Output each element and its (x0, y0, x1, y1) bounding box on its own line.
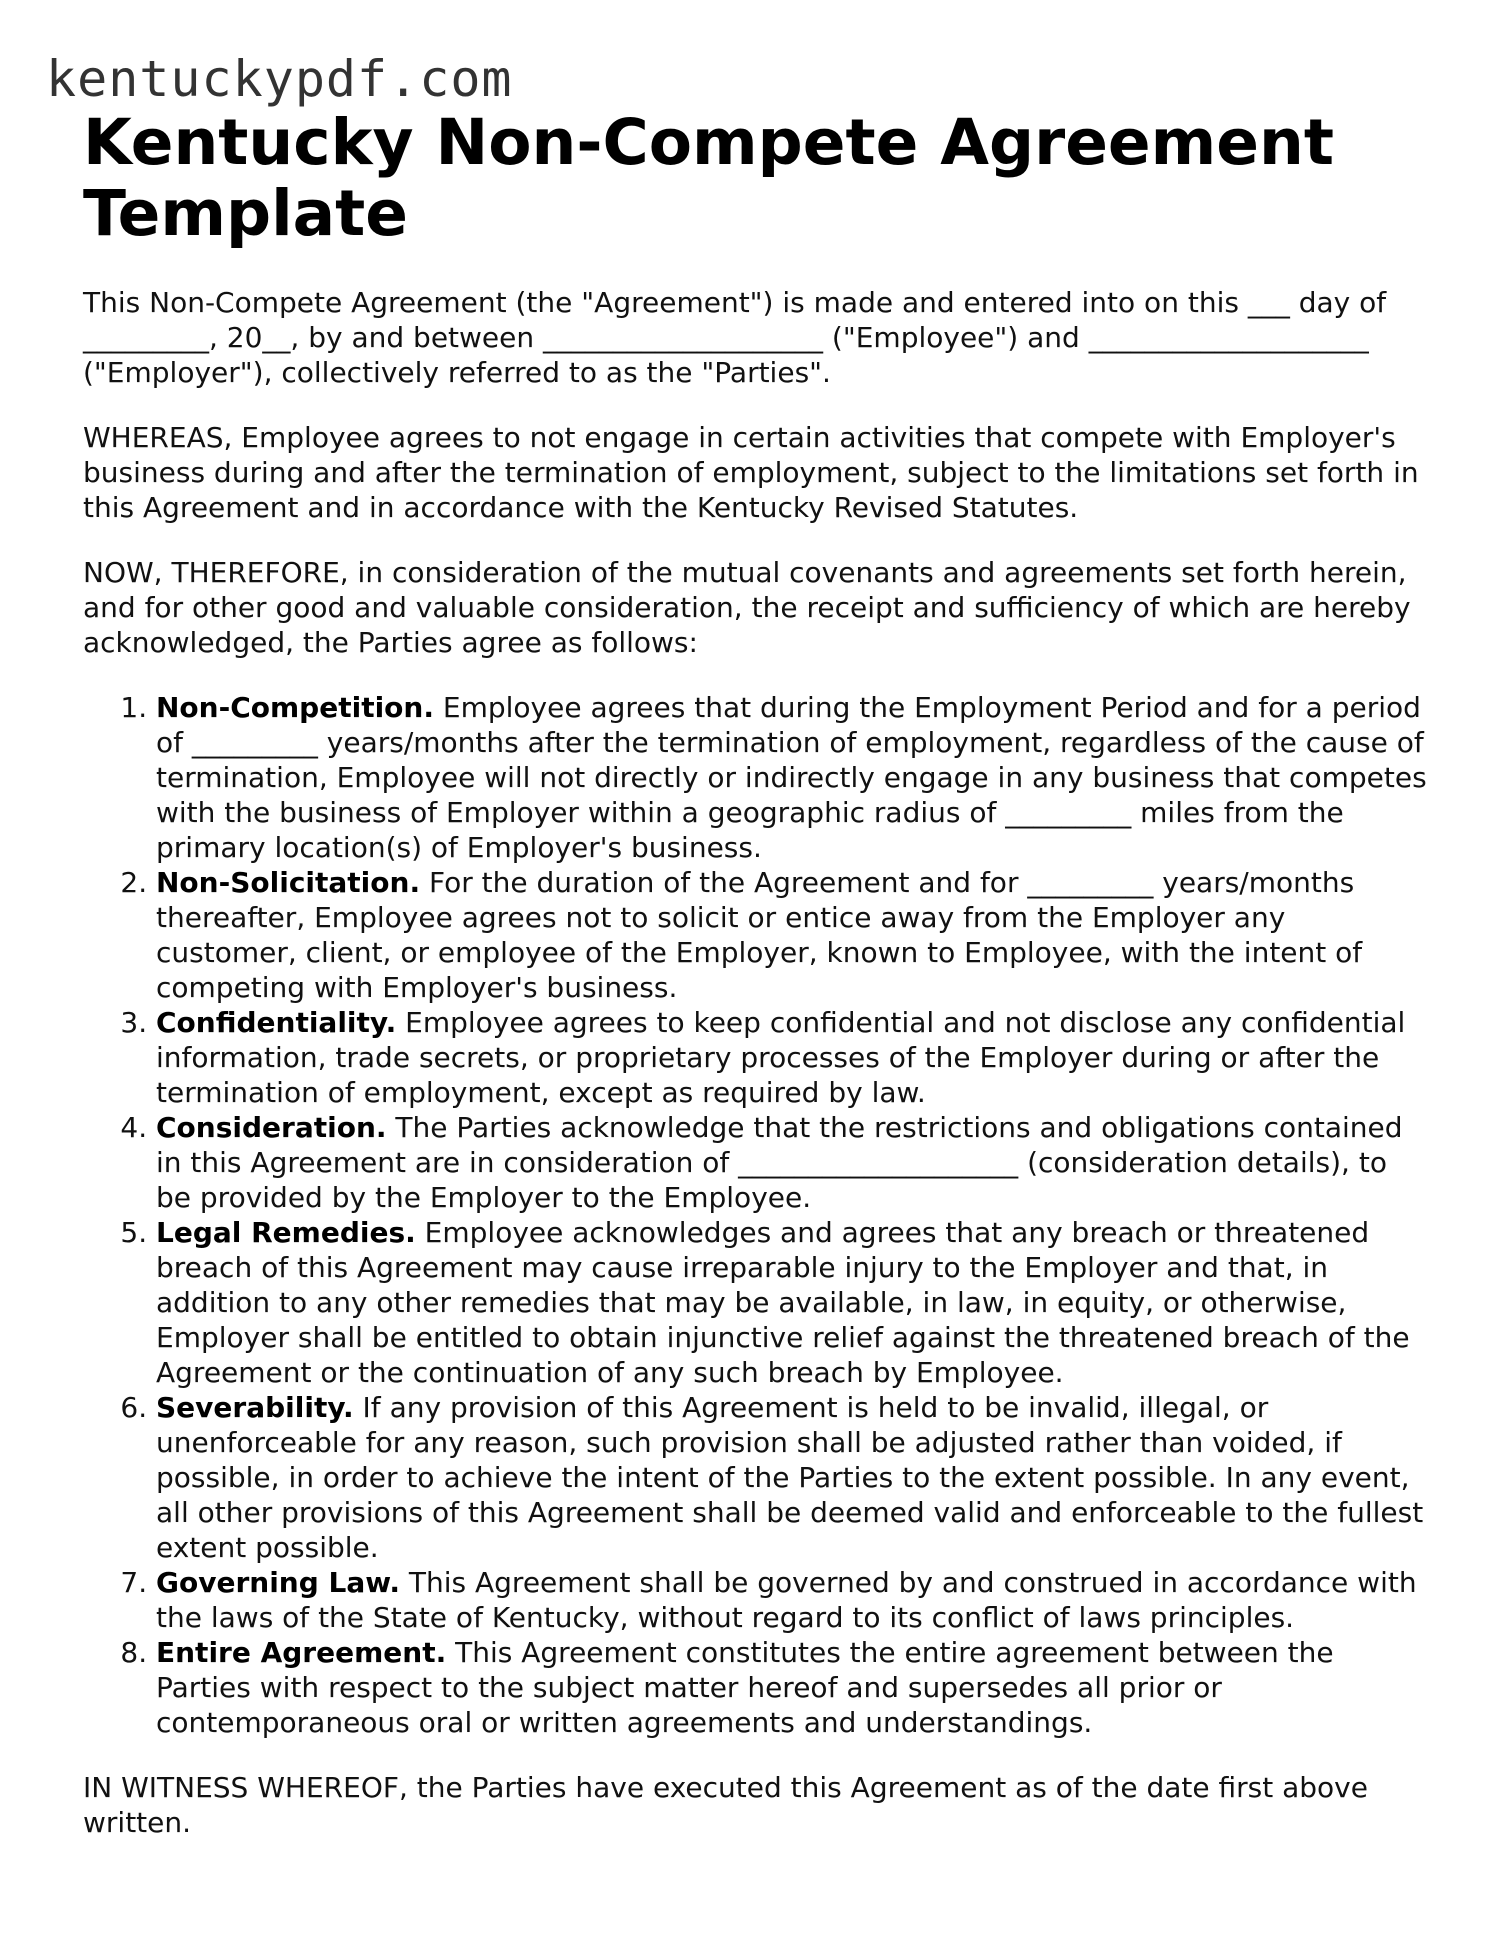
whereas-paragraph: WHEREAS, Employee agrees to not engage in certain activities that compete with Employer's business during and after the termination of employment, subject to the limitations set forth in this Agreement and in accordance with the Kentucky Revised Statutes. (83, 421, 1419, 524)
clause-heading: Non-Solicitation. (156, 866, 421, 899)
clause-item (156, 690, 1428, 865)
intro-paragraph: This Non-Compete Agreement (the "Agreement") is made and entered into on this ___ day of _________, 20__, by and between ____________________ ("Employee") and ____________________ ("Employer"), collectively referred to as the "Parties". (83, 286, 1387, 389)
clause-heading: Governing Law. (156, 1566, 400, 1599)
clause-item (156, 1635, 1428, 1740)
clause-heading: Non-Competition. (156, 691, 434, 724)
clause-text: Employee agrees that during the Employment Period and for a period of _________ years/months after the termination of employment, regardless of the cause of termination, Employee will not directly or indirectly engage in any business that competes with the business of Employer within a geographic radius of _________ miles from the primary location(s) of Employer's business. (156, 691, 1427, 864)
clause-list (83, 690, 1428, 1740)
now-therefore-paragraph: NOW, THEREFORE, in consideration of the mutual covenants and agreements set forth herein, and for other good and valuable consideration, the receipt and sufficiency of which are hereby acknowledged, the Parties agree as follows: (83, 556, 1411, 659)
clause-text: This Agreement shall be governed by and construed in accordance with the laws of the State of Kentucky, without regard to its conflict of laws principles. (156, 1566, 1417, 1634)
clause-item (156, 1110, 1428, 1215)
witness-paragraph: IN WITNESS WHEREOF, the Parties have executed this Agreement as of the date first above written. (83, 1771, 1368, 1839)
clause-item (156, 1565, 1428, 1635)
clause-text: The Parties acknowledge that the restrictions and obligations contained in this Agreement are in consideration of ____________________ (consideration details), to be provided by the Employer to the Employee. (156, 1111, 1403, 1214)
clause-item (156, 865, 1428, 1005)
clause-text: Employee agrees to keep confidential and not disclose any confidential information, trade secrets, or proprietary processes of the Employer during or after the termination of employment, except as required by law. (156, 1006, 1406, 1109)
clause-text: Employee acknowledges and agrees that any breach or threatened breach of this Agreement may cause irreparable injury to the Employer and that, in addition to any other remedies that may be available, in law, in equity, or otherwise, Employer shall be entitled to obtain injunctive relief against the threatened breach of the Agreement or the continuation of any such breach by Employee. (156, 1216, 1410, 1389)
clause-item (156, 1215, 1428, 1390)
clause-heading: Entire Agreement. (156, 1636, 447, 1669)
clause-heading: Confidentiality. (156, 1006, 397, 1039)
document-title: Kentucky Non-Compete Agreement Template (83, 106, 1334, 250)
clause-heading: Consideration. (156, 1111, 387, 1144)
clause-item (156, 1390, 1428, 1565)
watermark: kentuckypdf.com (46, 50, 513, 108)
clause-heading: Severability. (156, 1391, 354, 1424)
clause-item (156, 1005, 1428, 1110)
document-page (83, 107, 1428, 1870)
clause-text: This Agreement constitutes the entire agreement between the Parties with respect to the subject matter hereof and supersedes all prior or contemporaneous oral or written agreements and understandings. (156, 1636, 1334, 1739)
clause-text: If any provision of this Agreement is held to be invalid, illegal, or unenforceable for any reason, such provision shall be adjusted rather than voided, if possible, in order to achieve the intent of the Parties to the extent possible. In any event, all other provisions of this Agreement shall be deemed valid and enforceable to the fullest extent possible. (156, 1391, 1424, 1564)
clause-text: For the duration of the Agreement and for _________ years/months thereafter, Employee agrees not to solicit or entice away from the Employer any customer, client, or employee of the Employer, known to Employee, with the intent of competing with Employer's business. (156, 866, 1363, 1004)
clause-heading: Legal Remedies. (156, 1216, 416, 1249)
